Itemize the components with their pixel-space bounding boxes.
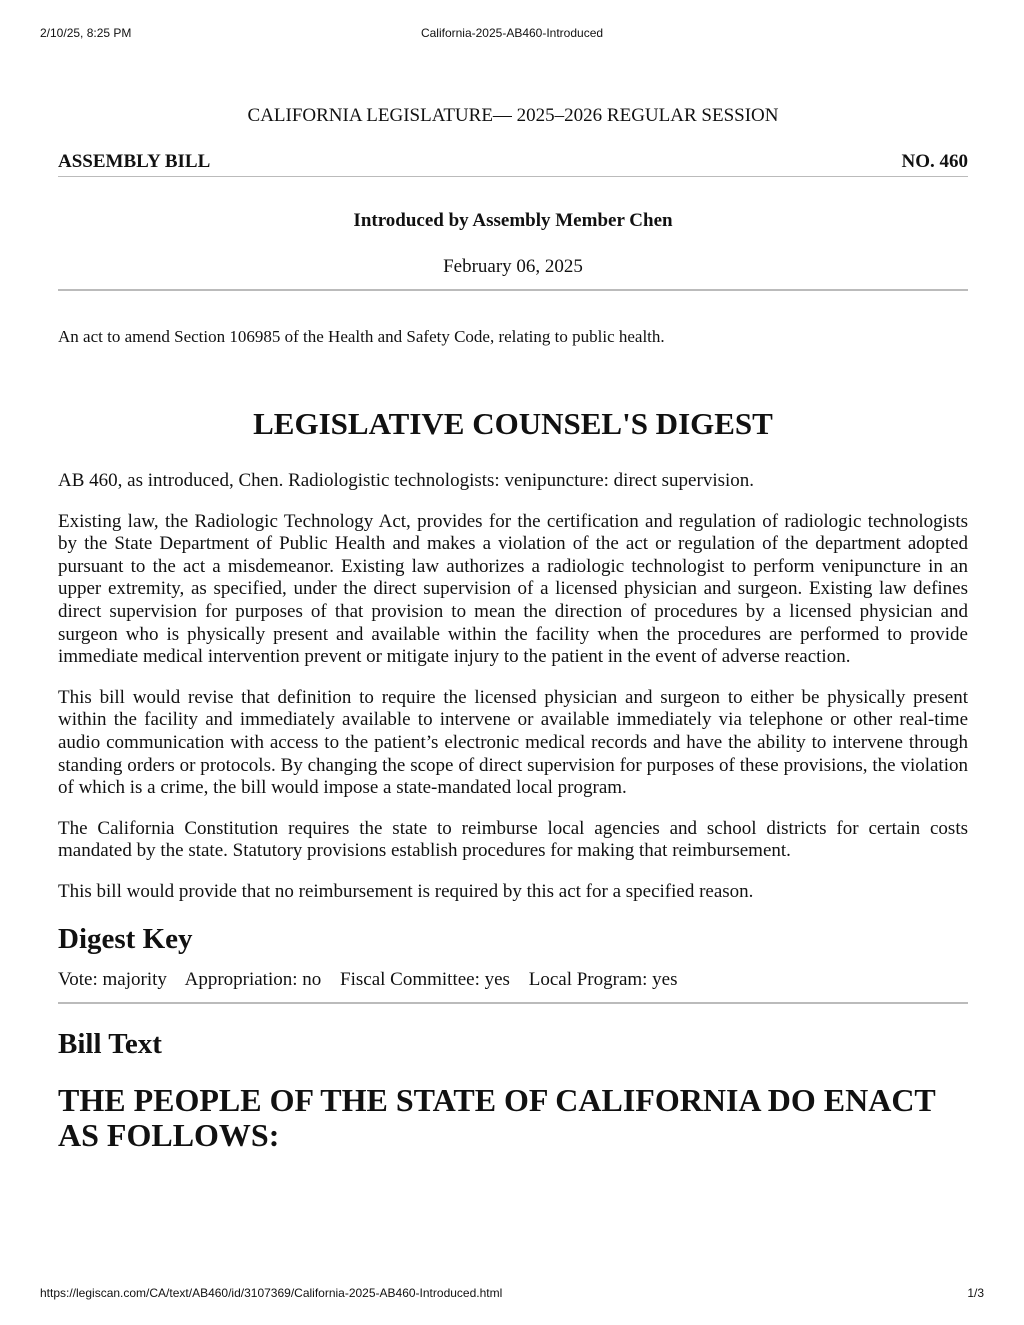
introduced-date: February 06, 2025 xyxy=(443,256,583,277)
print-header xyxy=(40,26,984,42)
local-program-value: Local Program: yes xyxy=(528,968,678,990)
print-datetime: 2/10/25, 8:25 PM xyxy=(40,26,132,40)
introduced-by: Introduced by Assembly Member Chen xyxy=(353,210,673,231)
act-title: An act to amend Section 106985 of the Health and Safety Code, relating to public health. xyxy=(58,327,665,346)
digest-heading: LEGISLATIVE COUNSEL'S DIGEST xyxy=(253,406,773,441)
print-footer xyxy=(40,1286,984,1302)
session-title: CALIFORNIA LEGISLATURE— 2025–2026 REGULAR SESSION xyxy=(247,105,779,126)
digest-paragraph: AB 460, as introduced, Chen. Radiologistic technologists: venipuncture: direct supervision. xyxy=(58,470,755,491)
digest-paragraph: The California Constitution requires the state to reimburse local agencies and school districts for certain costs mandated by the state. Statutory provisions establish procedures for making that reimbursement. xyxy=(58,817,968,862)
bill-id-row xyxy=(58,150,968,177)
divider xyxy=(58,1002,968,1004)
appropriation-value: Appropriation: no xyxy=(184,968,322,990)
divider xyxy=(58,289,968,291)
digest-key-heading: Digest Key xyxy=(58,922,193,955)
digest-paragraph: Existing law, the Radiologic Technology Act, provides for the certification and regulation of radiologic technologists by the State Department of Public Health and makes a violation of the act or regulation of the department adopted pursuant to the act a misdemeanor. Existing law authorizes a radiologic technologist to perform venipuncture in an upper extremity, as specified, under the direct supervision of a licensed physician and surgeon. Existing law defines direct supervision for purposes of that provision to mean the direction of procedures by a licensed physician and surgeon who is physically present and available within the facility when the procedures are performed to provide immediate medical intervention prevent or mitigate injury to the patient in the event of adverse reaction. xyxy=(58,510,968,668)
bill-text-heading: Bill Text xyxy=(58,1027,162,1060)
digest-paragraph: This bill would provide that no reimbursement is required by this act for a specified reason. xyxy=(58,880,754,902)
print-title: California-2025-AB460-Introduced xyxy=(420,26,604,40)
bill-type: ASSEMBLY BILL xyxy=(58,151,211,172)
bill-number: NO. 460 xyxy=(901,151,968,172)
enacting-clause: THE PEOPLE OF THE STATE OF CALIFORNIA DO ENACT AS FOLLOWS: xyxy=(58,1081,936,1153)
page-url: https://legiscan.com/CA/text/AB460/id/3107369/California-2025-AB460-Introduced.html xyxy=(40,1286,503,1300)
vote-value: Vote: majority xyxy=(58,968,167,990)
digest-key-row xyxy=(58,968,968,1002)
page-number: 1/3 xyxy=(967,1286,984,1300)
bill-document xyxy=(58,102,968,1153)
fiscal-committee-value: Fiscal Committee: yes xyxy=(340,968,510,990)
digest-paragraph: This bill would revise that definition to require the licensed physician and surgeon to either be physically present within the facility and immediately available to intervene or available immediately via telephone or other real-time audio communication with access to the patient’s electronic medical records and have the ability to intervene through standing orders or protocols. By changing the scope of direct supervision for purposes of these provisions, the violation of which is a crime, the bill would impose a state-mandated local program. xyxy=(58,686,968,799)
